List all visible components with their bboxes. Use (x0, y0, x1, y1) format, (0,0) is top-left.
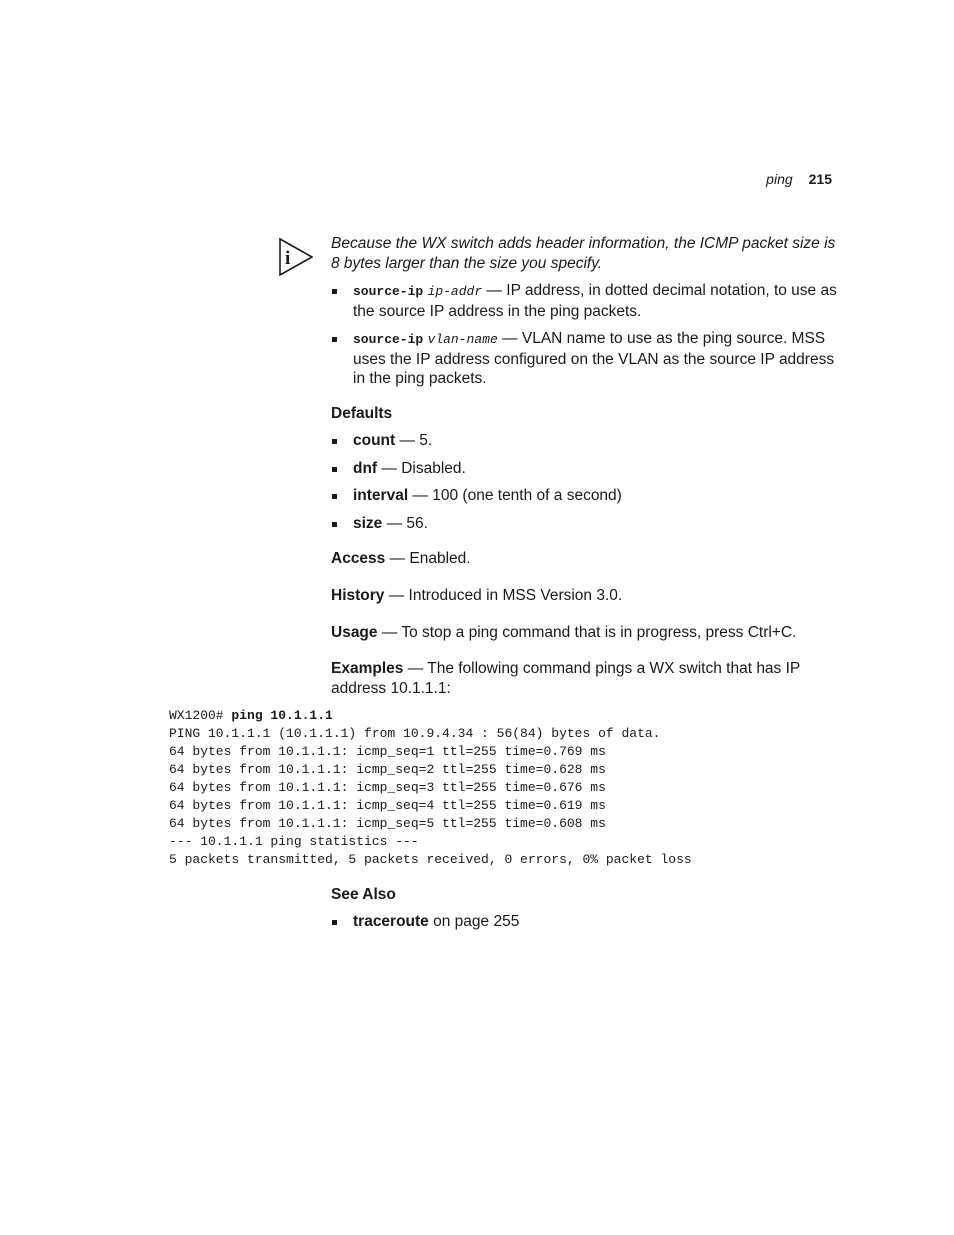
default-desc: — Disabled. (381, 459, 466, 477)
param-desc: — VLAN name to use as the ping source. MSS uses the IP address configured on the VLAN as the source IP address in the ping packets. (353, 330, 835, 387)
code-line: 64 bytes from 10.1.1.1: icmp_seq=3 ttl=255 time=0.676 ms (169, 780, 606, 795)
access-text: — Enabled. (389, 550, 471, 567)
default-desc: — 5. (399, 432, 433, 449)
default-term: dnf (353, 459, 378, 477)
param-list (331, 281, 839, 389)
list-item (331, 912, 839, 932)
code-line: --- 10.1.1.1 ping statistics --- (169, 834, 419, 849)
bullet-icon (332, 337, 337, 342)
history-paragraph (331, 586, 839, 606)
code-line: 64 bytes from 10.1.1.1: icmp_seq=4 ttl=255 time=0.619 ms (169, 798, 606, 813)
defaults-heading: Defaults (331, 405, 393, 422)
bullet-icon (332, 522, 337, 527)
defaults-list (331, 431, 839, 533)
bullet-icon (332, 439, 337, 444)
bullet-icon (332, 920, 337, 925)
code-example (169, 707, 692, 869)
info-icon (279, 237, 313, 277)
param-keyword: source-ip (353, 284, 424, 299)
param-arg: vlan-name (427, 332, 498, 347)
see-also-heading: See Also (331, 886, 396, 903)
history-label: History (331, 587, 385, 604)
default-term: size (353, 514, 383, 532)
bullet-icon (332, 467, 337, 472)
usage-label: Usage (331, 624, 378, 641)
code-line: 64 bytes from 10.1.1.1: icmp_seq=1 ttl=255 time=0.769 ms (169, 744, 606, 759)
see-also-page: on page 255 (433, 913, 520, 930)
examples-text: — The following command pings a WX switch that has IP address 10.1.1.1: (331, 660, 800, 697)
list-item (331, 459, 839, 479)
history-text: — Introduced in MSS Version 3.0. (388, 587, 623, 604)
usage-text: — To stop a ping command that is in progress, press Ctrl+C. (381, 624, 797, 641)
code-line: 5 packets transmitted, 5 packets received, 0 errors, 0% packet loss (169, 852, 692, 867)
running-header (700, 171, 832, 187)
list-item (331, 514, 839, 534)
param-desc: — IP address, in dotted decimal notation, to use as the source IP address in the ping packets. (353, 282, 837, 320)
bullet-icon (332, 289, 337, 294)
code-line: 64 bytes from 10.1.1.1: icmp_seq=5 ttl=255 time=0.608 ms (169, 816, 606, 831)
examples-label: Examples (331, 660, 404, 677)
svg-text:i: i (285, 248, 291, 269)
list-item (331, 329, 839, 389)
code-prompt: WX1200# (169, 708, 232, 723)
param-keyword: source-ip (353, 332, 424, 347)
examples-paragraph (331, 659, 839, 698)
access-paragraph (331, 549, 839, 569)
note-text: Because the WX switch adds header information, the ICMP packet size is 8 bytes larger than the size you specify. (331, 235, 836, 272)
list-item (331, 486, 839, 506)
page-number: 215 (808, 171, 832, 187)
code-line: 64 bytes from 10.1.1.1: icmp_seq=2 ttl=255 time=0.628 ms (169, 762, 606, 777)
access-label: Access (331, 550, 386, 567)
usage-paragraph (331, 623, 839, 643)
param-arg: ip-addr (427, 284, 483, 299)
default-term: count (353, 432, 396, 449)
code-command: ping 10.1.1.1 (231, 708, 333, 723)
default-desc: — 100 (one tenth of a second) (412, 487, 622, 504)
list-item (331, 281, 839, 321)
code-line: PING 10.1.1.1 (10.1.1.1) from 10.9.4.34 : 56(84) bytes of data. (169, 726, 661, 741)
running-title: ping (766, 171, 793, 187)
list-item (331, 431, 839, 451)
see-also-list (331, 912, 839, 932)
bullet-icon (332, 494, 337, 499)
see-also-link[interactable]: traceroute (353, 913, 429, 930)
default-desc: — 56. (386, 514, 428, 532)
default-term: interval (353, 487, 409, 504)
